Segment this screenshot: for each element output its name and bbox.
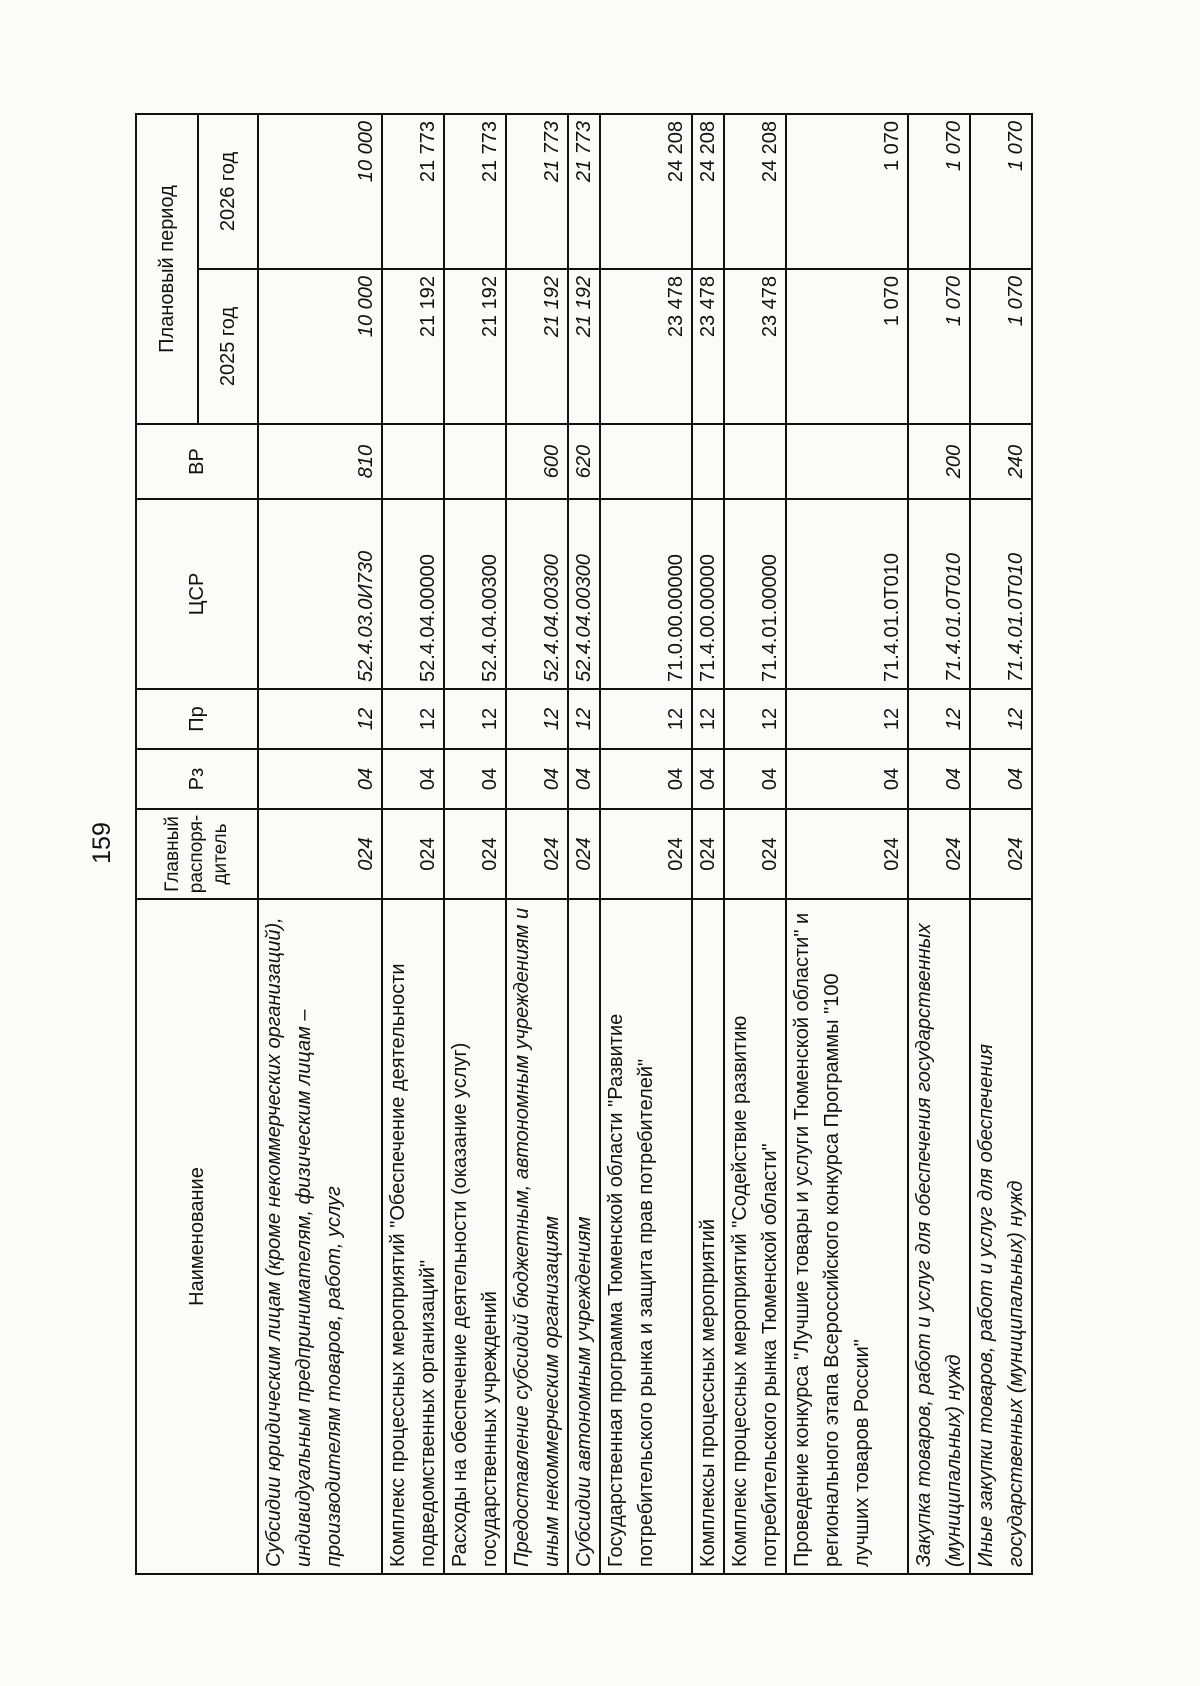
row-csr: 71.4.01.00000	[724, 499, 786, 689]
header-name: Наименование	[136, 899, 258, 1574]
row-vr: 600	[506, 424, 568, 499]
table-row	[444, 114, 506, 1574]
table-row	[908, 114, 970, 1574]
row-name: Закупка товаров, работ и услуг для обеспечения государственных (муниципальных) нужд	[908, 899, 970, 1574]
table-row	[568, 114, 600, 1574]
row-name: Иные закупки товаров, работ и услуг для обеспечения государственных (муниципальных) нужд	[970, 899, 1032, 1574]
row-rz: 04	[444, 749, 506, 809]
row-main-manager: 024	[970, 809, 1032, 899]
header-rz: Рз	[136, 749, 258, 809]
header-vr: ВР	[136, 424, 258, 499]
row-vr	[444, 424, 506, 499]
row-rz: 04	[258, 749, 382, 809]
row-csr: 52.4.04.00000	[382, 499, 444, 689]
row-pr: 12	[258, 689, 382, 749]
row-csr: 52.4.04.00300	[444, 499, 506, 689]
row-value-2026: 1 070	[970, 114, 1032, 269]
header-year-2026: 2026 год	[198, 114, 258, 269]
row-main-manager: 024	[382, 809, 444, 899]
row-value-2026: 21 773	[444, 114, 506, 269]
row-value-2025: 21 192	[382, 269, 444, 424]
row-value-2026: 1 070	[786, 114, 908, 269]
row-name: Государственная программа Тюменской области "Развитие потребительского рынка и защита прав потребителей"	[600, 899, 692, 1574]
header-csr: ЦСР	[136, 499, 258, 689]
row-name: Предоставление субсидий бюджетным, автономным учреждениям и иным некоммерческим организациям	[506, 899, 568, 1574]
row-main-manager: 024	[506, 809, 568, 899]
row-csr: 52.4.04.00300	[506, 499, 568, 689]
row-value-2026: 24 208	[724, 114, 786, 269]
row-csr: 71.4.00.00000	[692, 499, 724, 689]
row-name: Субсидии автономным учреждениям	[568, 899, 600, 1574]
row-main-manager: 024	[786, 809, 908, 899]
row-vr: 810	[258, 424, 382, 499]
table-row	[506, 114, 568, 1574]
row-vr: 620	[568, 424, 600, 499]
table-row	[786, 114, 908, 1574]
row-value-2025: 1 070	[908, 269, 970, 424]
row-pr: 12	[970, 689, 1032, 749]
table-row	[970, 114, 1032, 1574]
row-value-2025: 21 192	[444, 269, 506, 424]
row-vr	[600, 424, 692, 499]
row-pr: 12	[568, 689, 600, 749]
row-csr: 71.4.01.0Т010	[908, 499, 970, 689]
row-vr	[692, 424, 724, 499]
header-main-manager: Главный распоря- дитель	[136, 809, 258, 899]
row-name: Расходы на обеспечение деятельности (оказание услуг) государственных учреждений	[444, 899, 506, 1574]
row-value-2026: 24 208	[692, 114, 724, 269]
row-vr	[724, 424, 786, 499]
table-body	[258, 114, 1032, 1574]
row-rz: 04	[506, 749, 568, 809]
row-rz: 04	[724, 749, 786, 809]
row-value-2026: 21 773	[568, 114, 600, 269]
row-pr: 12	[506, 689, 568, 749]
row-value-2025: 1 070	[970, 269, 1032, 424]
row-value-2025: 23 478	[600, 269, 692, 424]
budget-table	[135, 113, 1033, 1575]
row-rz: 04	[600, 749, 692, 809]
row-rz: 04	[568, 749, 600, 809]
row-value-2026: 21 773	[382, 114, 444, 269]
row-pr: 12	[444, 689, 506, 749]
row-rz: 04	[908, 749, 970, 809]
header-year-2025: 2025 год	[198, 269, 258, 424]
row-main-manager: 024	[724, 809, 786, 899]
row-main-manager: 024	[444, 809, 506, 899]
row-value-2025: 23 478	[692, 269, 724, 424]
row-main-manager: 024	[692, 809, 724, 899]
row-pr: 12	[724, 689, 786, 749]
row-value-2025: 21 192	[506, 269, 568, 424]
header-planned-period: Плановый период	[136, 114, 198, 424]
row-name: Проведение конкурса "Лучшие товары и услуги Тюменской области" и регионального этапа Всероссийского конкурса Программы "100 лучших товаров России"	[786, 899, 908, 1574]
row-value-2025: 23 478	[724, 269, 786, 424]
row-value-2025: 21 192	[568, 269, 600, 424]
table-row	[724, 114, 786, 1574]
row-rz: 04	[382, 749, 444, 809]
row-main-manager: 024	[258, 809, 382, 899]
row-value-2026: 24 208	[600, 114, 692, 269]
page-number: 159	[88, 822, 116, 864]
table-row	[382, 114, 444, 1574]
row-value-2026: 10 000	[258, 114, 382, 269]
row-pr: 12	[692, 689, 724, 749]
table-row	[258, 114, 382, 1574]
row-main-manager: 024	[568, 809, 600, 899]
row-value-2025: 10 000	[258, 269, 382, 424]
row-csr: 52.4.03.0И730	[258, 499, 382, 689]
row-csr: 71.4.01.0Т010	[970, 499, 1032, 689]
row-vr	[382, 424, 444, 499]
row-name: Комплекс процессных мероприятий "Обеспечение деятельности подведомственных организаций"	[382, 899, 444, 1574]
row-name: Субсидии юридическим лицам (кроме некоммерческих организаций), индивидуальным предпринимателям, физическим лицам – производителям товаров, работ, услуг	[258, 899, 382, 1574]
row-pr: 12	[786, 689, 908, 749]
row-pr: 12	[382, 689, 444, 749]
row-pr: 12	[600, 689, 692, 749]
row-vr: 200	[908, 424, 970, 499]
row-csr: 52.4.04.00300	[568, 499, 600, 689]
table-row	[600, 114, 692, 1574]
row-main-manager: 024	[908, 809, 970, 899]
row-main-manager: 024	[600, 809, 692, 899]
row-name: Комплекс процессных мероприятий "Содействие развитию потребительского рынка Тюменской области"	[724, 899, 786, 1574]
row-vr	[786, 424, 908, 499]
header-pr: Пр	[136, 689, 258, 749]
table-row	[692, 114, 724, 1574]
row-rz: 04	[786, 749, 908, 809]
row-csr: 71.4.01.0Т010	[786, 499, 908, 689]
row-name: Комплексы процессных мероприятий	[692, 899, 724, 1574]
row-value-2026: 21 773	[506, 114, 568, 269]
row-rz: 04	[970, 749, 1032, 809]
row-value-2025: 1 070	[786, 269, 908, 424]
row-rz: 04	[692, 749, 724, 809]
row-pr: 12	[908, 689, 970, 749]
row-value-2026: 1 070	[908, 114, 970, 269]
row-vr: 240	[970, 424, 1032, 499]
rotated-table-container	[135, 115, 1027, 1575]
row-csr: 71.0.00.00000	[600, 499, 692, 689]
